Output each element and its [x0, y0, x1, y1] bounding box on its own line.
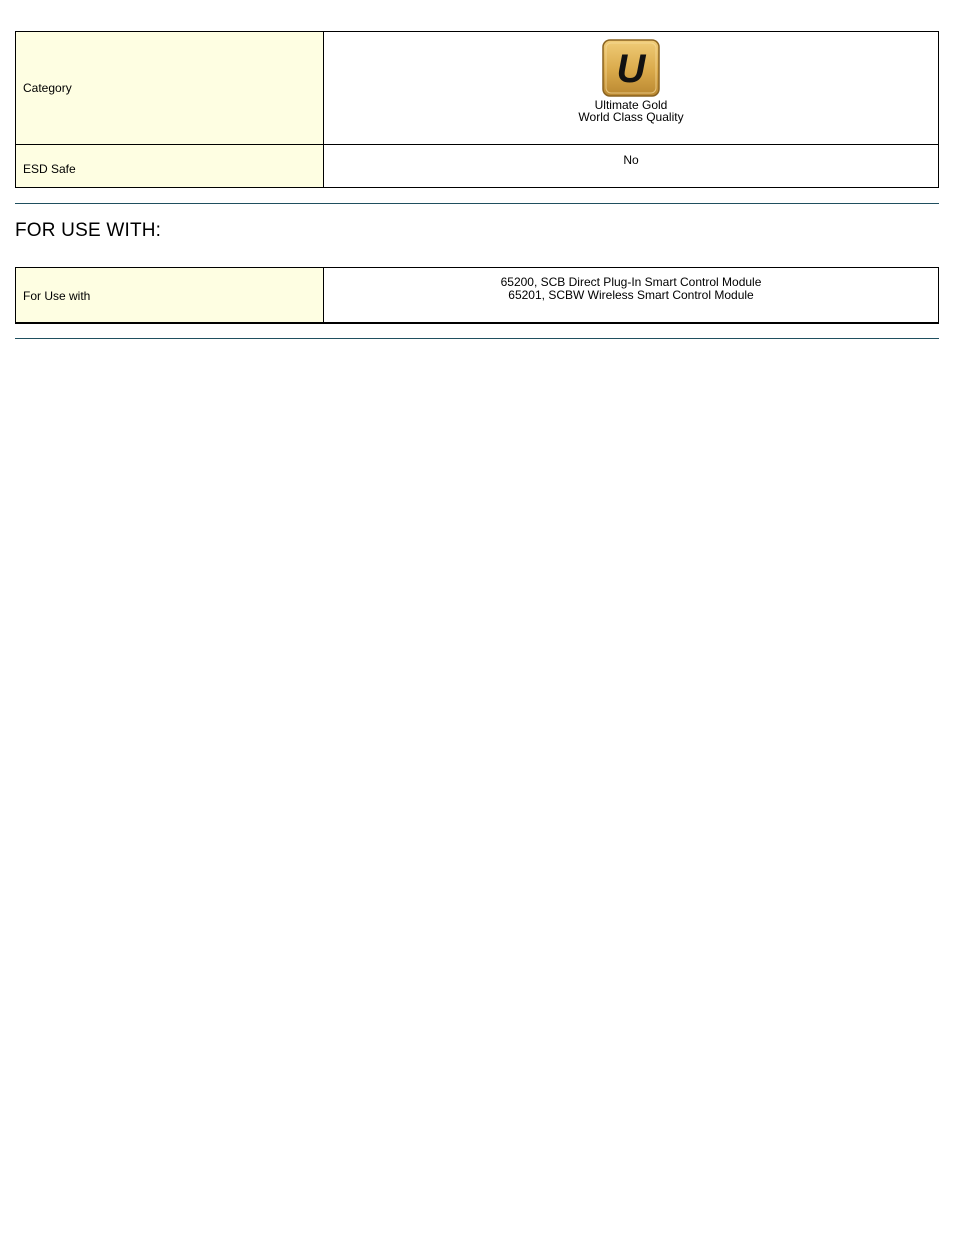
category-label: Category [16, 32, 324, 145]
category-line-2: World Class Quality [578, 110, 684, 124]
compatible-item: 65200, SCB Direct Plug-In Smart Control Module [500, 275, 762, 289]
spec-row-category [16, 32, 939, 145]
section-title-for-use-with: FOR USE WITH: [15, 220, 162, 241]
divider [15, 338, 939, 339]
spec-row-esd-safe [16, 145, 939, 188]
divider [15, 203, 939, 204]
compatible-item: 65201, SCBW Wireless Smart Control Module [508, 288, 754, 302]
category-line-1: Ultimate Gold [594, 98, 668, 112]
for-use-with-label: For Use with [16, 268, 324, 323]
esd-safe-label: ESD Safe [16, 145, 324, 188]
badge-letter: U [616, 47, 646, 91]
spec-row-for-use-with [16, 268, 939, 323]
category-value [324, 32, 939, 145]
ultimate-gold-badge-icon [602, 39, 660, 97]
for-use-with-value [324, 268, 939, 323]
for-use-with-table [15, 267, 939, 324]
esd-safe-value: No [324, 145, 939, 188]
specifications-table [15, 31, 939, 188]
